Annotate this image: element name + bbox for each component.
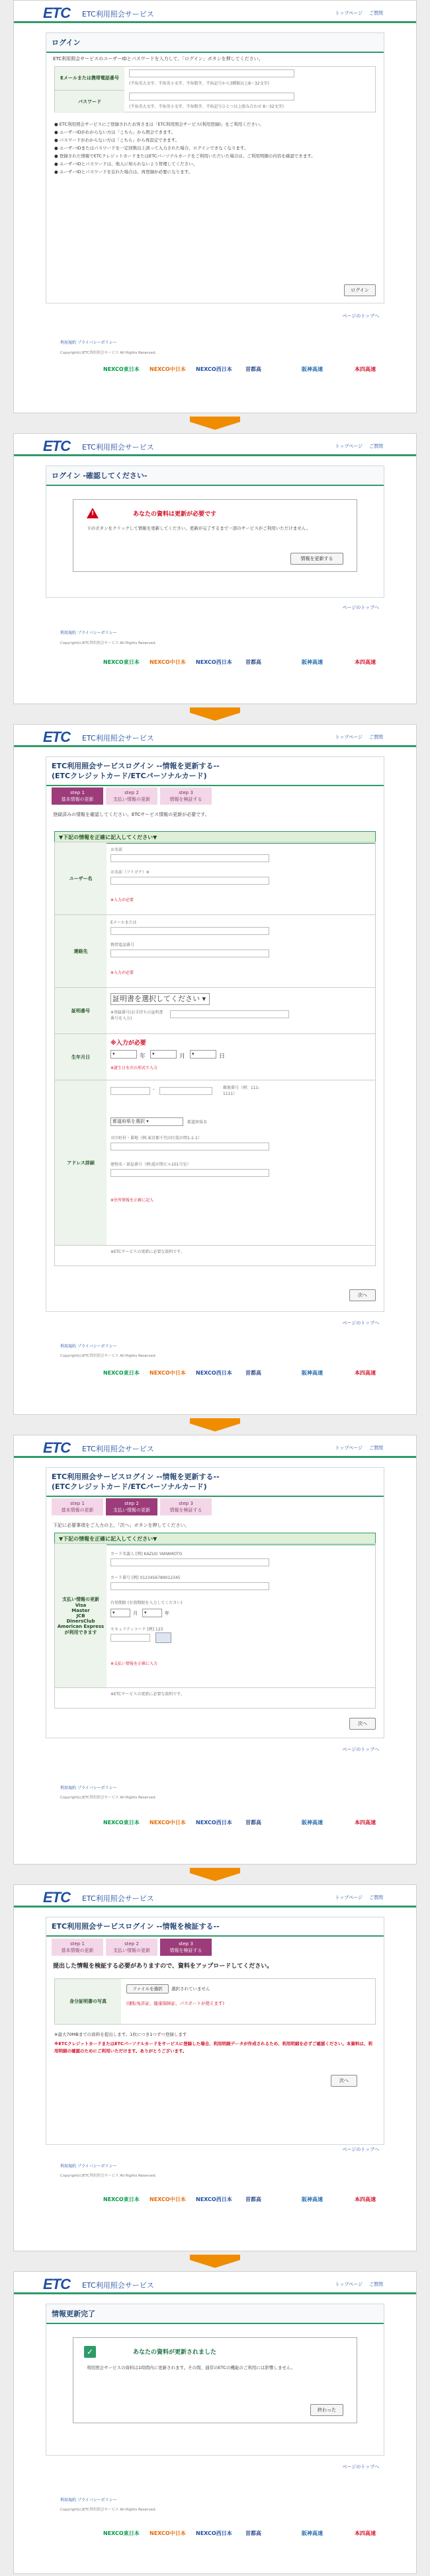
partner-logos [103, 1819, 414, 1833]
expiry-month-select[interactable]: ▾ [110, 1609, 130, 1617]
phone-input[interactable] [110, 949, 269, 957]
label-contact: 連絡先 [55, 915, 107, 987]
check-icon: ✓ [84, 2346, 96, 2358]
screen-login-confirm [13, 433, 417, 704]
next-button[interactable]: 次へ [331, 2075, 357, 2087]
warning-text: 下のボタンをクリックして情報を更新してください。更新が完了するまで一部のサービスがご利用いただけません。 [87, 526, 311, 531]
step-2: step 2 支払い情報の更新 [106, 787, 157, 805]
confirm-panel [46, 465, 384, 598]
partner-logos [103, 659, 414, 673]
top-page-link[interactable]: トップページ [335, 735, 363, 740]
row-payment [55, 1543, 375, 1687]
building-note: 建物名・部屋番号（例:霞が関ビル101号室） [110, 1162, 191, 1167]
password-note: (半角英大文字、半角英小文字、半角数字、半角記号ひとつ以上組み合わせ 8〜32文字) [129, 104, 284, 109]
shutoko-logo[interactable]: 首都高 [245, 366, 261, 372]
nexco-west-logo[interactable]: NEXCO西日本 [196, 2196, 232, 2202]
city-input[interactable] [110, 1143, 269, 1150]
shutoko-logo[interactable]: 首都高 [245, 1820, 261, 1826]
login-button[interactable]: ログイン [344, 284, 376, 296]
footer-links [60, 1343, 117, 1349]
faq-link[interactable]: ご質問 [369, 1895, 383, 1900]
faq-link[interactable]: ご質問 [369, 444, 383, 449]
step-3: step 3 情報を検証する [160, 787, 212, 805]
header-links [329, 443, 383, 450]
bullet: ● ETC利用照会サービスにご登録されたお客さまは「ETC利用照会サービス(利用登録)」をご利用ください。 [54, 122, 264, 127]
nexco-east-logo[interactable]: NEXCO東日本 [103, 1370, 140, 1376]
choose-file-button[interactable]: ファイルを選択 [126, 1984, 169, 1993]
nexco-east-logo[interactable]: NEXCO東日本 [103, 1820, 140, 1826]
id-type-select[interactable]: 証明書を選択してください ▾ [110, 993, 210, 1005]
row-dob [55, 1033, 375, 1080]
dob-month-select[interactable]: ▾ [150, 1050, 177, 1059]
step-1: step 1 基本情報の更新 [52, 1498, 103, 1515]
partner-logos [103, 2196, 414, 2210]
nexco-west-logo[interactable]: NEXCO西日本 [196, 2530, 232, 2536]
verify-panel [46, 1917, 384, 2145]
next-button[interactable]: 次へ [349, 1718, 376, 1730]
update-basic-panel [46, 756, 384, 1312]
nexco-central-logo[interactable]: NEXCO中日本 [150, 2530, 186, 2536]
card-name-note: カード名義人 [例] KAZUO YAMAMOTO [110, 1552, 183, 1556]
copyright: Copyright(c)ETC利用照会サービス All Rights Reserved. [60, 351, 157, 355]
site-title: ETC利用照会サービス [82, 10, 154, 19]
label-id-photo: 身分証明書の写真 [55, 1979, 121, 2024]
hanshin-logo[interactable]: 阪神高速 [302, 1370, 323, 1376]
faq-link[interactable]: ご質問 [369, 2282, 383, 2287]
login-form [54, 66, 376, 112]
site-title: ETC利用照会サービス [82, 1445, 154, 1453]
zip2-input[interactable] [159, 1087, 212, 1095]
row-id [55, 987, 375, 1033]
row-contact [55, 914, 375, 987]
nexco-central-logo[interactable]: NEXCO中日本 [150, 1820, 186, 1826]
step-2: step 2 支払い情報の更新 [106, 1498, 157, 1515]
etc-logo[interactable]: ETC [43, 2276, 70, 2292]
label-address: アドレス詳細 [55, 1080, 107, 1245]
header-links [329, 10, 383, 17]
page-top-link[interactable]: ページのトップへ [342, 2147, 379, 2152]
cvv-note: セキュリティコード [例] 123 [110, 1627, 163, 1632]
upload-table [54, 1978, 376, 2025]
header [14, 1, 416, 23]
privacy-link[interactable]: プライバシーポリシー [77, 2164, 117, 2169]
top-page-link[interactable]: トップページ [335, 444, 363, 449]
page-top-link[interactable]: ページのトップへ [342, 1747, 379, 1752]
bottom-note: ※ETCサービスの更新に必要な資料です。 [110, 1692, 185, 1697]
step-2: step 2 支払い情報の更新 [106, 1939, 157, 1956]
nexco-central-logo[interactable]: NEXCO中日本 [150, 659, 186, 665]
row-bottom-note [55, 1687, 375, 1709]
dob-required: ※入力が必要 [110, 1040, 146, 1047]
site-title: ETC利用照会サービス [82, 1894, 154, 1903]
nexco-central-logo[interactable]: NEXCO中日本 [150, 1370, 186, 1376]
email-input[interactable] [110, 927, 269, 935]
shutoko-logo[interactable]: 首都高 [245, 659, 261, 665]
name-input[interactable] [110, 854, 269, 862]
privacy-link[interactable]: プライバシーポリシー [77, 1786, 117, 1791]
header [14, 434, 416, 456]
terms-link[interactable]: 利用規約 [60, 341, 77, 345]
honshi-logo[interactable]: 本四高速 [355, 659, 376, 665]
bullet: ● ユーザーIDとパスワードを忘れた場合は、再登録が必要になります。 [54, 169, 193, 175]
footer-links [60, 2163, 117, 2169]
page-title: ログイン [46, 33, 384, 53]
zip-dash: - [153, 1087, 155, 1092]
intro-text: 下記に必要事項をご入力の上、「次へ」ボタンを押してください。 [53, 1523, 190, 1528]
bullet: ● ユーザーIDまたはパスワードを一定回数以上誤って入力された場合、ログインできなくなります。 [54, 145, 249, 151]
nexco-east-logo[interactable]: NEXCO東日本 [103, 2196, 140, 2202]
required-note: ※入力が必要 [110, 971, 134, 975]
next-button[interactable]: 次へ [349, 1289, 376, 1301]
honshi-logo[interactable]: 本四高速 [355, 366, 376, 372]
page-title: ETC利用照会サービスログイン --情報を検証する-- [46, 1917, 384, 1937]
cvv-card-icon [155, 1632, 171, 1643]
etc-logo[interactable]: ETC [43, 5, 70, 21]
warning-box [73, 499, 357, 572]
email-note: Eメールまたは [110, 920, 137, 925]
page-title: ETC利用照会サービスログイン --情報を更新する-- (ETCクレジットカード/ETCパーソナルカード) [46, 757, 384, 786]
privacy-link[interactable]: プライバシーポリシー [77, 341, 117, 345]
screen-verify [13, 1884, 417, 2251]
success-box [73, 2337, 357, 2423]
warning-title: あなたの資料は更新が必要です [133, 511, 217, 518]
header [14, 725, 416, 747]
payment-required: ※支払い情報を正確に入力 [110, 1662, 158, 1666]
copyright: Copyright(c)ETC利用照会サービス All Rights Reserved. [60, 1796, 157, 1800]
password-input[interactable] [129, 93, 294, 101]
complete-panel [46, 2304, 384, 2456]
privacy-link[interactable]: プライバシーポリシー [77, 1344, 117, 1349]
screen-update-basic [13, 724, 417, 1415]
login-panel [46, 32, 384, 303]
dob-month-label: 月 [179, 1053, 186, 1060]
step-3: step 3 情報を検証する [160, 1498, 212, 1515]
nexco-central-logo[interactable]: NEXCO中日本 [150, 366, 186, 372]
required-note: ※入力が必要 [110, 898, 134, 903]
kana-note: お名前（フリガナ）※ [110, 870, 150, 875]
flow-arrow [190, 1868, 240, 1880]
expiry-note: 有効期限 (有効期限を入力してください) [110, 1601, 183, 1605]
dob-year-select[interactable]: ▾ [110, 1050, 137, 1059]
bullet: ● ユーザーIDがわからない方は「こちら」から照会できます。 [54, 130, 176, 135]
payment-table [54, 1543, 376, 1709]
building-input[interactable] [110, 1169, 269, 1177]
intro-text: ETC利用照会サービスのユーザーIDとパスワードを入力して、「ログイン」ボタンを押してください。 [53, 56, 263, 61]
row-user [55, 842, 375, 914]
top-page-link[interactable]: トップページ [335, 11, 363, 16]
label-payment: 支払い情報の更新 Visa Master JCB DinersClub American Express が利用できます [55, 1544, 107, 1687]
faq-link[interactable]: ご質問 [369, 735, 383, 740]
card-number-note: カード番号 [例] 0123456789012345 [110, 1576, 181, 1580]
expiry-year-label: 年 [165, 1611, 169, 1616]
privacy-link[interactable]: プライバシーポリシー [77, 631, 117, 635]
top-page-link[interactable]: トップページ [335, 2282, 363, 2287]
top-page-link[interactable]: トップページ [335, 1445, 363, 1451]
label-password: パスワード [55, 90, 124, 113]
flow-arrow [190, 707, 240, 719]
row-bottom-note [55, 1245, 375, 1266]
page-top-link[interactable]: ページのトップへ [342, 605, 379, 610]
hanshin-logo[interactable]: 阪神高速 [302, 366, 323, 372]
flow-arrow [190, 1418, 240, 1430]
nexco-east-logo[interactable]: NEXCO東日本 [103, 366, 140, 372]
page-top-link[interactable]: ページのトップへ [342, 2464, 379, 2470]
close-button[interactable]: 終わった [310, 2404, 343, 2416]
zip1-input[interactable] [110, 1087, 150, 1095]
top-page-link[interactable]: トップページ [335, 1895, 363, 1900]
screen-login [13, 0, 417, 413]
name-note: お名前 [110, 848, 123, 852]
shutoko-logo[interactable]: 首都高 [245, 2530, 261, 2536]
shutoko-logo[interactable]: 首都高 [245, 1370, 261, 1376]
header [14, 1885, 416, 1908]
kana-input[interactable] [110, 877, 269, 885]
label-id: Eメールまたは携帯電話番号 [55, 67, 124, 90]
etc-logo[interactable]: ETC [43, 438, 70, 454]
section-header: ▼下記の情報を正確に記入してください▼ [54, 831, 376, 844]
bullet: ● パスワードがわからない方は「こちら」から再設定できます。 [54, 138, 180, 143]
cvv-input[interactable] [110, 1634, 150, 1642]
terms-link[interactable]: 利用規約 [60, 2164, 77, 2169]
terms-link[interactable]: 利用規約 [60, 2498, 77, 2503]
partner-logos [103, 366, 414, 380]
screen-update-payment [13, 1435, 417, 1865]
page-top-link[interactable]: ページのトップへ [342, 1320, 379, 1326]
prefecture-note: 都道府県名 [187, 1120, 208, 1125]
honshi-logo[interactable]: 本四高速 [355, 2530, 376, 2536]
note-size: ※最大70MBまでの資料を提出します。1枚につき1つずつ登録します [54, 2032, 187, 2037]
no-file-text: 選択されていません [171, 1986, 210, 1992]
header-links [329, 1894, 383, 1901]
copyright: Copyright(c)ETC利用照会サービス All Rights Reserved. [60, 1354, 157, 1358]
warning-icon: ! [87, 508, 99, 518]
honshi-logo[interactable]: 本四高速 [355, 1820, 376, 1826]
screen-complete [13, 2271, 417, 2574]
etc-logo[interactable]: ETC [43, 729, 70, 745]
intro-text: 登録済みの情報を確認してください。ETCサービス情報の更新が必要です。 [53, 812, 210, 817]
expiry-month-label: 月 [133, 1611, 138, 1616]
site-title: ETC利用照会サービス [82, 2281, 154, 2290]
site-title: ETC利用照会サービス [82, 443, 154, 452]
hanshin-logo[interactable]: 阪神高速 [302, 2530, 323, 2536]
etc-logo[interactable]: ETC [43, 1439, 70, 1456]
dob-note: ※誕生日を次の形式で入力 [110, 1066, 158, 1070]
expiry-year-select[interactable]: ▾ [142, 1609, 162, 1617]
bullet: ● ユーザーIDとパスワードは、他人に知られないよう管理してください。 [54, 161, 198, 167]
update-payment-panel [46, 1467, 384, 1738]
bullet-list [54, 120, 376, 176]
dob-year-label: 年 [140, 1053, 146, 1060]
footer-links [60, 2497, 117, 2503]
step-1: step 1 基本情報の更新 [52, 787, 103, 805]
city-note: 市区町村・番地（例:東京都千代田区霞が関1-1-1） [110, 1136, 202, 1141]
upload-message: 提出した情報を検証する必要がありますので、資料をアップロードしてください。 [53, 1963, 273, 1970]
nexco-central-logo[interactable]: NEXCO中日本 [150, 2196, 186, 2202]
bottom-note: ※ETCサービスの更新に必要な資料です。 [110, 1250, 185, 1254]
update-info-button[interactable]: 情報を更新する [290, 553, 343, 565]
id-number-input[interactable] [170, 1010, 289, 1018]
phone-note: 携帯電話番号 [110, 943, 135, 947]
hanshin-logo[interactable]: 阪神高速 [302, 1820, 323, 1826]
faq-link[interactable]: ご質問 [369, 11, 383, 16]
honshi-logo[interactable]: 本四高速 [355, 2196, 376, 2202]
nexco-east-logo[interactable]: NEXCO東日本 [103, 2530, 140, 2536]
copyright: Copyright(c)ETC利用照会サービス All Rights Reserved. [60, 641, 157, 645]
header-links [329, 1445, 383, 1451]
hanshin-logo[interactable]: 阪神高速 [302, 2196, 323, 2202]
site-title: ETC利用照会サービス [82, 734, 154, 743]
faq-link[interactable]: ご質問 [369, 1445, 383, 1451]
page-title: 情報更新完了 [46, 2304, 384, 2324]
nexco-west-logo[interactable]: NEXCO西日本 [196, 1820, 232, 1826]
flow-arrow [190, 417, 240, 428]
address-required: ※住所情報を正確に記入 [110, 1198, 154, 1203]
card-number-input[interactable] [110, 1582, 269, 1590]
terms-link[interactable]: 利用規約 [60, 1786, 77, 1791]
success-text: 利用照会サービスの資料は1時間内に更新されます。その間、通常のETCの機能のご利用には影響しません。 [87, 2365, 296, 2370]
label-id-number: 証明番号 [55, 988, 107, 1033]
nexco-west-logo[interactable]: NEXCO西日本 [196, 366, 232, 372]
copyright: Copyright(c)ETC利用照会サービス All Rights Reserved. [60, 2508, 157, 2512]
form-table [54, 842, 376, 1266]
row-address [55, 1080, 375, 1245]
card-name-input[interactable] [110, 1558, 269, 1566]
partner-logos [103, 1369, 414, 1384]
header [14, 1435, 416, 1458]
terms-link[interactable]: 利用規約 [60, 1344, 77, 1349]
id-note: (半角英大文字、半角英小文字、半角数字、半角記号から3種類以上8〜32文字) [129, 81, 269, 86]
hanshin-logo[interactable]: 阪神高速 [302, 659, 323, 665]
page-top-link[interactable]: ページのトップへ [342, 313, 379, 319]
step-1: step 1 基本情報の更新 [52, 1939, 103, 1956]
file-types-note: (運転免許証、健康保険証、パスポートが使えます) [126, 2001, 225, 2006]
nexco-west-logo[interactable]: NEXCO西日本 [196, 659, 232, 665]
footer-links [60, 339, 117, 345]
section-header: ▼下記の情報を正確に記入してください▼ [54, 1533, 376, 1545]
nexco-east-logo[interactable]: NEXCO東日本 [103, 659, 140, 665]
footer-links [60, 629, 117, 635]
header-links [329, 2281, 383, 2288]
nexco-west-logo[interactable]: NEXCO西日本 [196, 1370, 232, 1376]
copyright: Copyright(c)ETC利用照会サービス All Rights Reserved. [60, 2174, 157, 2178]
privacy-link[interactable]: プライバシーポリシー [77, 2498, 117, 2503]
note-statement: ※ETCクレジットカードまたはETCパーソナルカードをサービスに登録した場合、利用明細データが作成されるため、利用明細を必ずご確認ください。本資料は、利用明細の確認のためにご利用いただけます。ありがとうございます。 [54, 2041, 372, 2054]
honshi-logo[interactable]: 本四高速 [355, 1370, 376, 1376]
flow-arrow [190, 2255, 240, 2267]
zip-note: 郵便番号（例：111-1111） [223, 1086, 260, 1096]
bullet: ● 登録された情報でETCクレジットカードまたはETCパーソナルカードをご利用いただいた場合は、ご利用明細の内容を確認できます。 [54, 153, 316, 159]
step-3: step 3 情報を検証する [160, 1939, 212, 1956]
header-links [329, 734, 383, 741]
dob-day-label: 日 [219, 1053, 226, 1060]
page-title: ログイン -確認してください- [46, 466, 384, 486]
page-title: ETC利用照会サービスログイン --情報を更新する-- (ETCクレジットカード/ETCパーソナルカード) [46, 1468, 384, 1497]
terms-link[interactable]: 利用規約 [60, 631, 77, 635]
label-dob: 生年月日 [55, 1034, 107, 1080]
id-input[interactable] [129, 69, 294, 77]
footer-links [60, 1785, 117, 1791]
partner-logos [103, 2530, 414, 2544]
etc-logo[interactable]: ETC [43, 1889, 70, 1906]
header [14, 2272, 416, 2294]
success-title: あなたの資料が更新されました [133, 2349, 217, 2356]
shutoko-logo[interactable]: 首都高 [245, 2196, 261, 2202]
label-user: ユーザー名 [55, 842, 107, 914]
id-note: ※登録番号(お手持ちの証明書番号を入力) [110, 1010, 163, 1021]
prefecture-select[interactable]: 都道府県を選択 ▾ [110, 1117, 183, 1126]
dob-day-select[interactable]: ▾ [190, 1050, 216, 1059]
